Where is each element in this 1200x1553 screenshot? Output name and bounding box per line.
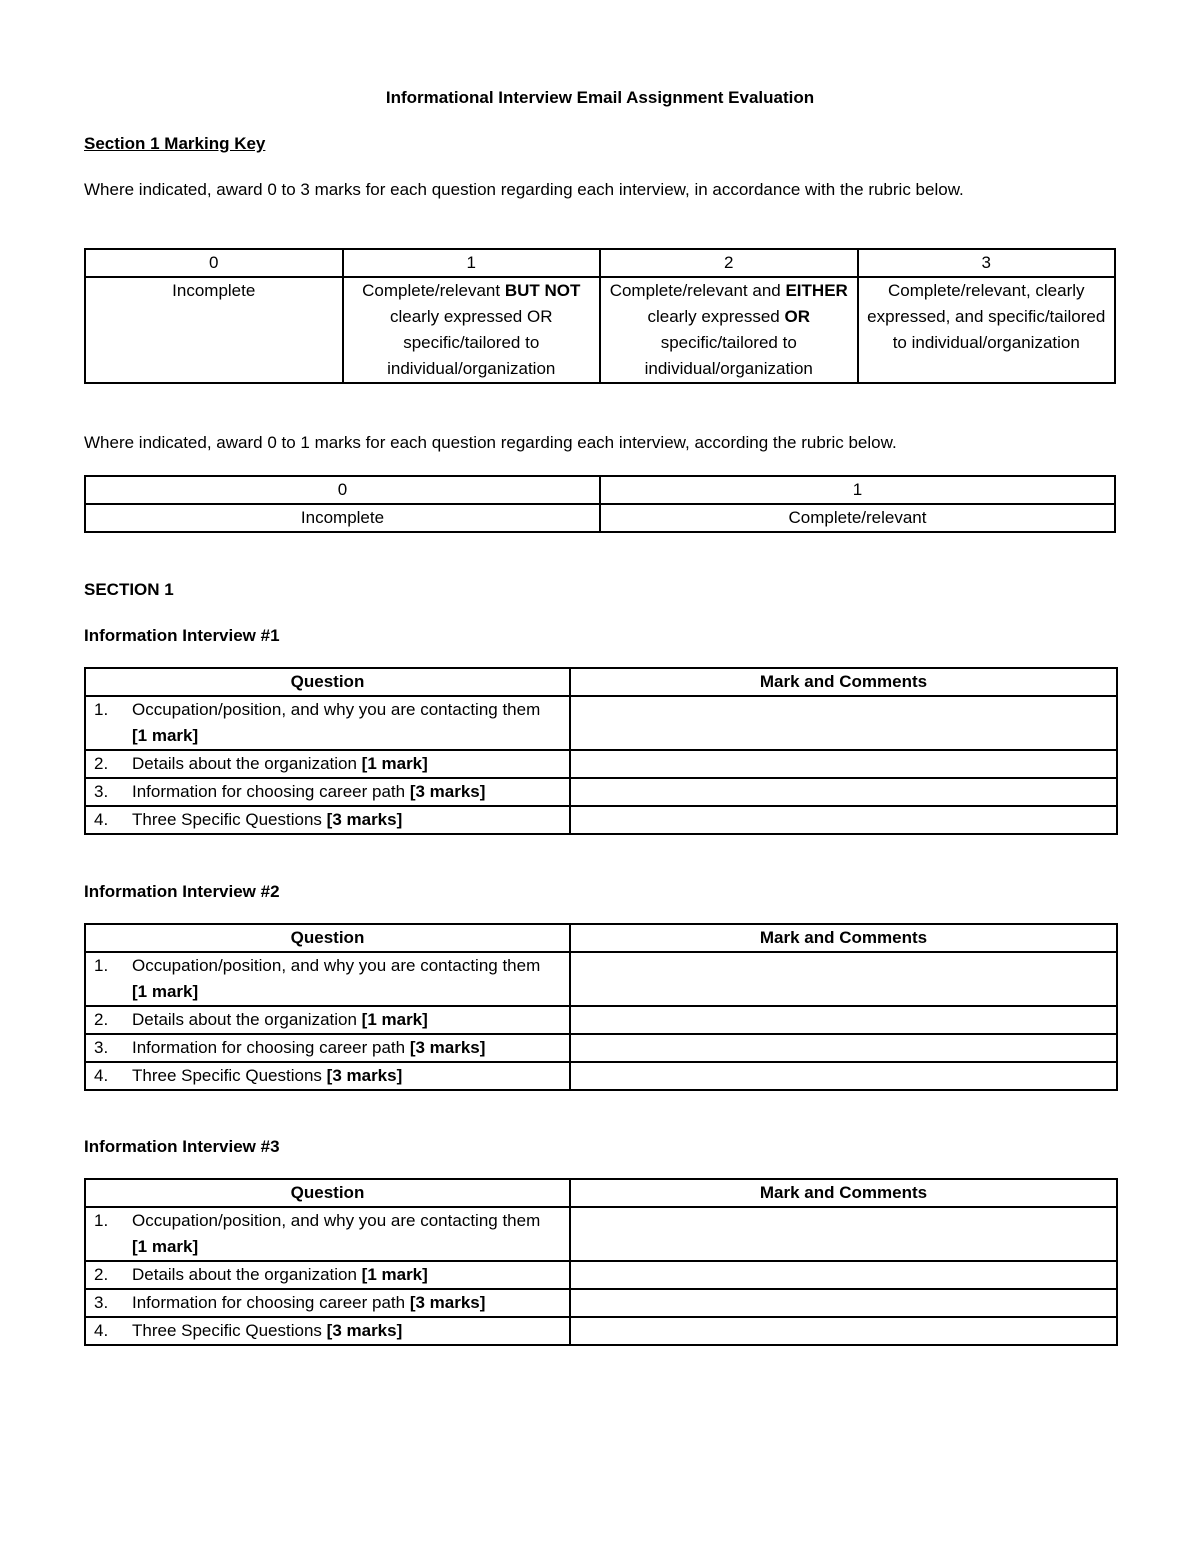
table-row bbox=[85, 1261, 1117, 1289]
question-mark-value: [1 mark] bbox=[132, 726, 199, 745]
rubric-text-fragment: Complete/relevant bbox=[362, 281, 505, 300]
mark-comments-input-cell[interactable] bbox=[570, 750, 1117, 778]
table-row bbox=[85, 1034, 1117, 1062]
question-cell bbox=[85, 1261, 570, 1289]
question-text: Three Specific Questions bbox=[132, 810, 327, 829]
rubric3-header-cell: 3 bbox=[858, 249, 1116, 277]
rubric3-description-row bbox=[85, 277, 1115, 383]
rubric-0-to-3-table bbox=[84, 248, 1116, 384]
question-cell bbox=[85, 1289, 570, 1317]
question-text-wrap bbox=[132, 1007, 552, 1033]
question-text: Three Specific Questions bbox=[132, 1321, 327, 1340]
rubric3-header-cell: 0 bbox=[85, 249, 343, 277]
rubric-text-fragment: Incomplete bbox=[172, 281, 256, 300]
question-cell bbox=[85, 1062, 570, 1090]
table-header-row bbox=[85, 668, 1117, 696]
question-text: Occupation/position, and why you are contacting them bbox=[132, 700, 541, 719]
question-mark-value: [3 marks] bbox=[326, 1066, 403, 1085]
rubric3-cell-2 bbox=[600, 277, 858, 383]
question-column-header: Question bbox=[85, 1179, 570, 1207]
question-text: Details about the organization bbox=[132, 1265, 362, 1284]
question-number: 3. bbox=[94, 1293, 109, 1312]
question-text-wrap bbox=[132, 807, 552, 833]
rubric-text-fragment: clearly expressed OR specific/tailored to individual/organization bbox=[387, 307, 556, 378]
mark-comments-input-cell[interactable] bbox=[570, 1317, 1117, 1345]
rubric1-header-row bbox=[85, 476, 1115, 504]
question-number: 1. bbox=[94, 700, 109, 719]
mark-comments-input-cell[interactable] bbox=[570, 1261, 1117, 1289]
question-number: 3. bbox=[94, 782, 109, 801]
rubric-text-fragment: OR bbox=[784, 307, 810, 326]
table-row bbox=[85, 778, 1117, 806]
table-header-row bbox=[85, 1179, 1117, 1207]
section-heading: SECTION 1 bbox=[84, 580, 174, 599]
mark-comments-input-cell[interactable] bbox=[570, 778, 1117, 806]
rubric1-description-row bbox=[85, 504, 1115, 532]
question-text: Occupation/position, and why you are contacting them bbox=[132, 1211, 541, 1230]
table-row bbox=[85, 696, 1117, 750]
question-mark-value: [1 mark] bbox=[361, 1010, 428, 1029]
mark-comments-input-cell[interactable] bbox=[570, 1062, 1117, 1090]
interview-question-table bbox=[84, 923, 1118, 1091]
question-number: 2. bbox=[94, 754, 109, 773]
table-row bbox=[85, 1289, 1117, 1317]
question-mark-value: [1 mark] bbox=[132, 1237, 199, 1256]
mark-comments-input-cell[interactable] bbox=[570, 696, 1117, 750]
rubric3-cell-1 bbox=[343, 277, 601, 383]
question-number: 4. bbox=[94, 810, 109, 829]
question-cell bbox=[85, 750, 570, 778]
question-mark-value: [1 mark] bbox=[132, 982, 199, 1001]
question-cell bbox=[85, 806, 570, 834]
question-mark-value: [3 marks] bbox=[326, 810, 403, 829]
mark-comments-input-cell[interactable] bbox=[570, 1034, 1117, 1062]
interview-question-table bbox=[84, 667, 1118, 835]
question-column-header: Question bbox=[85, 668, 570, 696]
question-cell bbox=[85, 696, 570, 750]
question-number: 2. bbox=[94, 1265, 109, 1284]
question-text-wrap bbox=[132, 779, 552, 805]
rubric-text-fragment: Complete/relevant and bbox=[609, 281, 786, 300]
mark-comments-input-cell[interactable] bbox=[570, 1289, 1117, 1317]
question-mark-value: [1 mark] bbox=[361, 754, 428, 773]
question-number: 1. bbox=[94, 1211, 109, 1230]
question-text-wrap bbox=[132, 751, 552, 777]
question-cell bbox=[85, 1207, 570, 1261]
question-mark-value: [3 marks] bbox=[409, 1038, 486, 1057]
rubric1-cell: Incomplete bbox=[85, 504, 600, 532]
document-title: Informational Interview Email Assignment Evaluation bbox=[385, 88, 815, 107]
question-text: Information for choosing career path bbox=[132, 1293, 410, 1312]
question-text-wrap bbox=[132, 1318, 552, 1344]
rubric3-intro: Where indicated, award 0 to 3 marks for each question regarding each interview, in accordance with the rubric below. bbox=[84, 180, 964, 199]
interview-heading: Information Interview #3 bbox=[84, 1137, 280, 1156]
rubric3-cell-0 bbox=[85, 277, 343, 383]
rubric-text-fragment: Complete/relevant, clearly expressed, and specific/tailored to individual/organization bbox=[867, 281, 1106, 352]
question-mark-value: [3 marks] bbox=[409, 782, 486, 801]
question-text: Three Specific Questions bbox=[132, 1066, 327, 1085]
rubric1-cell: Complete/relevant bbox=[600, 504, 1115, 532]
question-text: Details about the organization bbox=[132, 1010, 362, 1029]
question-column-header: Question bbox=[85, 924, 570, 952]
rubric-text-fragment: specific/tailored to individual/organization bbox=[644, 333, 813, 378]
table-row bbox=[85, 1207, 1117, 1261]
question-mark-value: [3 marks] bbox=[409, 1293, 486, 1312]
table-row bbox=[85, 1062, 1117, 1090]
question-text-wrap bbox=[132, 1290, 552, 1316]
question-text: Information for choosing career path bbox=[132, 1038, 410, 1057]
rubric3-header-row bbox=[85, 249, 1115, 277]
mark-comments-input-cell[interactable] bbox=[570, 806, 1117, 834]
question-number: 2. bbox=[94, 1010, 109, 1029]
question-cell bbox=[85, 952, 570, 1006]
question-number: 4. bbox=[94, 1321, 109, 1340]
rubric1-header-cell: 1 bbox=[600, 476, 1115, 504]
mark-comments-input-cell[interactable] bbox=[570, 1006, 1117, 1034]
question-text-wrap bbox=[132, 953, 552, 1005]
question-text: Occupation/position, and why you are contacting them bbox=[132, 956, 541, 975]
question-cell bbox=[85, 1317, 570, 1345]
rubric-text-fragment: EITHER bbox=[785, 281, 848, 300]
rubric-0-to-1-table bbox=[84, 475, 1116, 533]
question-text: Details about the organization bbox=[132, 754, 362, 773]
marking-key-heading: Section 1 Marking Key bbox=[84, 134, 266, 153]
table-header-row bbox=[85, 924, 1117, 952]
interview-question-table bbox=[84, 1178, 1118, 1346]
question-text-wrap bbox=[132, 697, 552, 749]
rubric1-intro: Where indicated, award 0 to 1 marks for each question regarding each interview, according the rubric below. bbox=[84, 433, 897, 452]
question-mark-value: [3 marks] bbox=[326, 1321, 403, 1340]
rubric1-header-cell: 0 bbox=[85, 476, 600, 504]
rubric-text-fragment: BUT NOT bbox=[504, 281, 581, 300]
table-row bbox=[85, 1006, 1117, 1034]
question-text-wrap bbox=[132, 1063, 552, 1089]
question-text-wrap bbox=[132, 1035, 552, 1061]
mark-comments-column-header: Mark and Comments bbox=[570, 668, 1117, 696]
rubric-text-fragment: clearly expressed bbox=[647, 307, 785, 326]
question-text: Information for choosing career path bbox=[132, 782, 410, 801]
interview-heading: Information Interview #1 bbox=[84, 626, 280, 645]
rubric3-header-cell: 2 bbox=[600, 249, 858, 277]
table-row bbox=[85, 806, 1117, 834]
table-row bbox=[85, 1317, 1117, 1345]
question-cell bbox=[85, 778, 570, 806]
mark-comments-column-header: Mark and Comments bbox=[570, 1179, 1117, 1207]
question-number: 1. bbox=[94, 956, 109, 975]
question-number: 3. bbox=[94, 1038, 109, 1057]
question-text-wrap bbox=[132, 1208, 552, 1260]
rubric3-cell-3 bbox=[858, 277, 1116, 383]
question-mark-value: [1 mark] bbox=[361, 1265, 428, 1284]
question-number: 4. bbox=[94, 1066, 109, 1085]
mark-comments-column-header: Mark and Comments bbox=[570, 924, 1117, 952]
question-cell bbox=[85, 1006, 570, 1034]
table-row bbox=[85, 952, 1117, 1006]
question-text-wrap bbox=[132, 1262, 552, 1288]
interview-heading: Information Interview #2 bbox=[84, 882, 280, 901]
rubric3-header-cell: 1 bbox=[343, 249, 601, 277]
mark-comments-input-cell[interactable] bbox=[570, 1207, 1117, 1261]
question-cell bbox=[85, 1034, 570, 1062]
mark-comments-input-cell[interactable] bbox=[570, 952, 1117, 1006]
table-row bbox=[85, 750, 1117, 778]
